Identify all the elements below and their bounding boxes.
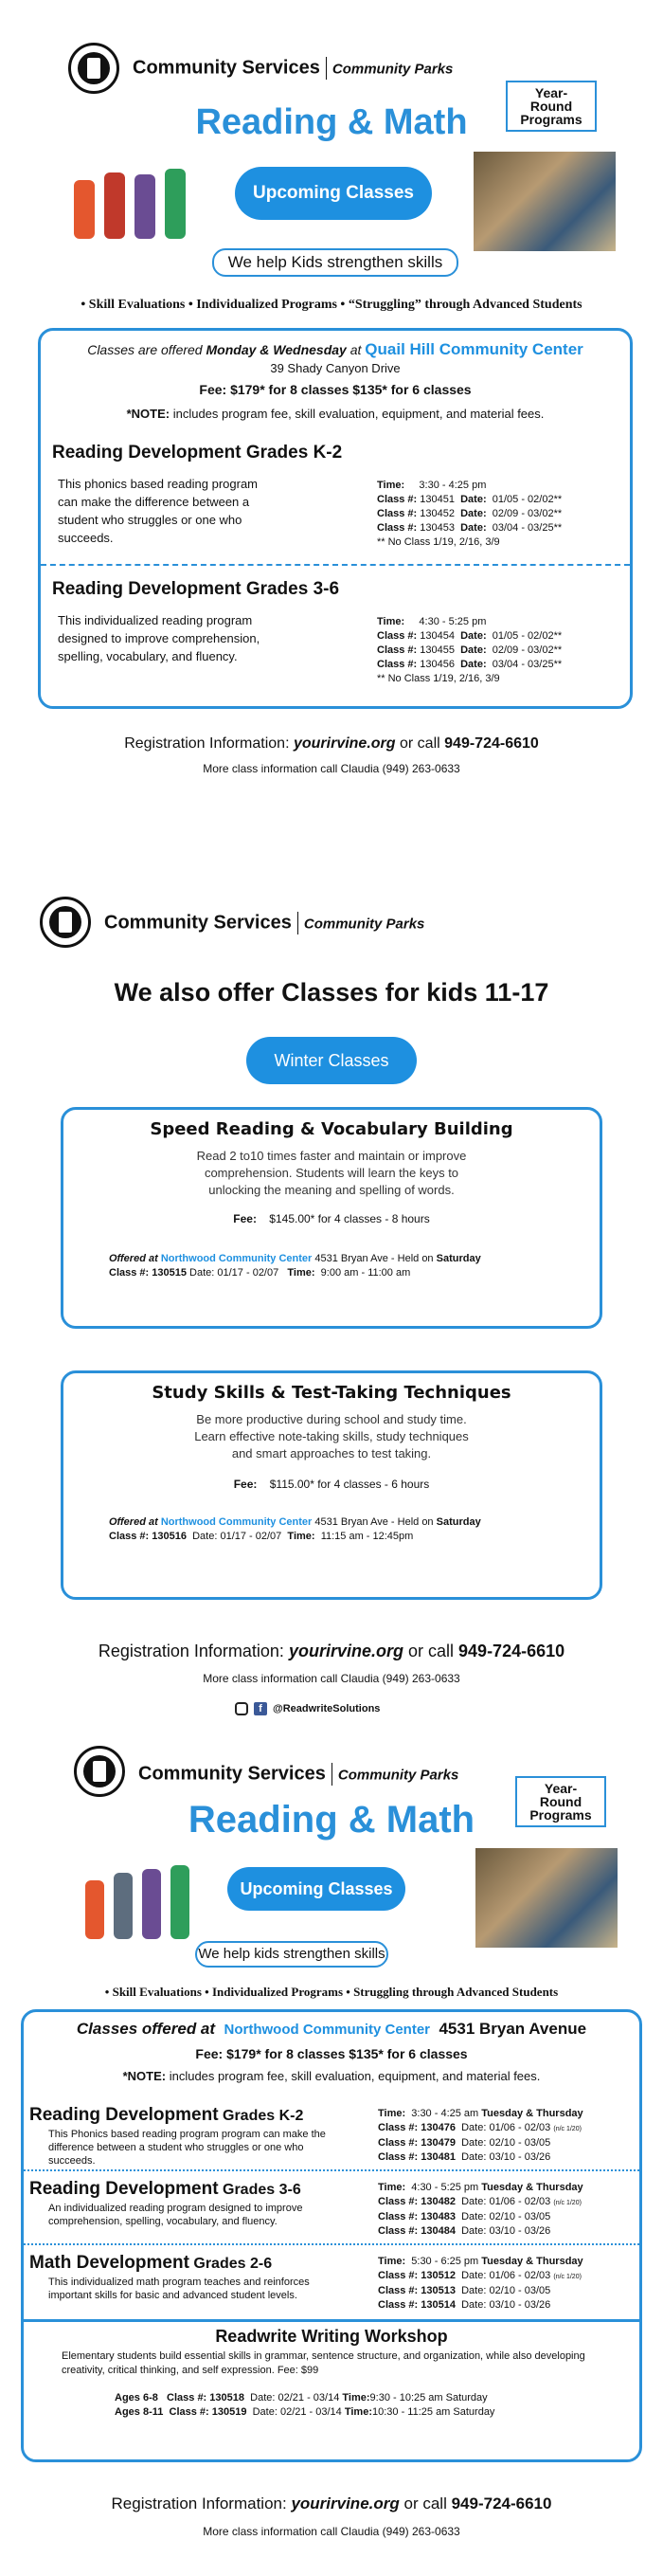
brand-sub: Community Parks <box>332 61 454 78</box>
course-desc: Be more productive during school and study time. Learn effective note-taking skills, study techniques and smart approaches to test taking. <box>194 1412 469 1460</box>
brand-header: Community Services Community Parks <box>104 912 425 934</box>
brand-header: Community Services Community Parks <box>138 1763 459 1785</box>
center-name: Quail Hill Community Center <box>365 340 583 358</box>
course-desc: Read 2 to10 times faster and maintain or improve comprehension. Students will learn the keys to unlocking the meaning and spelling of words. <box>196 1149 467 1197</box>
course-title: Study Skills & Test-Taking Techniques <box>152 1383 511 1403</box>
upcoming-classes-pill: Upcoming Classes <box>235 167 432 220</box>
year-round-badge: Year-Round Programs <box>515 1776 606 1827</box>
more-info: More class information call Claudia (949) 263-0633 <box>203 2525 460 2538</box>
facebook-icon[interactable]: f <box>254 1702 267 1715</box>
section-desc: This Phonics based reading program program can make the difference between a student who struggles or one who succeeds. <box>48 2129 326 2167</box>
schedule: Time: 4:30 - 5:25 pm Class #: 130454 Date: 01/05 - 02/02** Class #: 130455 Date: 02/09 - 03/02** Class #: 130456 Date: 03/04 - 03/25** ** No Class 1/19, 2/16, 3/9 <box>377 616 563 684</box>
more-info: More class information call Claudia (949) 263-0633 <box>203 1672 460 1685</box>
workshop-schedule: Ages 6-8 Class #: 130518 Date: 02/21 - 03/14 Time:9:30 - 10:25 am Saturday Ages 8-11 Class #: 130519 Date: 02/21 - 03/14 Time:10:30 - 11:25 am Saturday <box>115 2392 495 2418</box>
section-heading: Reading Development Grades 3-6 <box>29 2179 301 2199</box>
social-handle: f @ReadwriteSolutions <box>235 1702 380 1715</box>
address: 39 Shady Canyon Drive <box>270 361 401 375</box>
divider <box>24 2169 639 2171</box>
fee-line: Fee: $179* for 8 classes $135* for 6 classes <box>199 382 472 397</box>
course-fee: Fee: $115.00* for 4 classes - 6 hours <box>233 1478 430 1491</box>
divider <box>41 564 630 566</box>
page-title: Reading & Math <box>188 1799 475 1841</box>
section-heading: Reading Development Grades 3-6 <box>52 579 340 599</box>
class-info-box <box>21 2009 642 2462</box>
feature-bullets: • Skill Evaluations • Individualized Programs • “Struggling” through Advanced Students <box>81 298 582 312</box>
year-round-badge: Year-Round Programs <box>506 81 597 132</box>
fee-line: Fee: $179* for 8 classes $135* for 6 classes <box>195 2046 468 2061</box>
registration-line: Registration Information: yourirvine.org or call 949-724-6610 <box>111 2494 552 2513</box>
instagram-icon[interactable] <box>235 1702 248 1715</box>
page-title: Reading & Math <box>195 102 468 142</box>
schedule: Time: 4:30 - 5:25 pm Tuesday & Thursday Class #: 130482 Date: 01/06 - 02/03 (n/c 1/20) Class #: 130483 Date: 02/10 - 03/05 Class #: 130484 Date: 03/10 - 03/26 <box>378 2182 583 2237</box>
note-line: *NOTE: includes program fee, skill evaluation, equipment, and material fees. <box>122 2069 541 2083</box>
winter-classes-pill: Winter Classes <box>246 1037 417 1084</box>
class-info-box <box>38 328 633 709</box>
brand-header <box>133 57 453 80</box>
section-heading: Reading Development Grades K-2 <box>52 443 343 463</box>
feature-bullets: • Skill Evaluations • Individualized Programs • Struggling through Advanced Students <box>104 1985 559 1999</box>
course-schedule: Offered at Northwood Community Center 4531 Bryan Ave - Held on Saturday Class #: 130516 Date: 01/17 - 02/07 Time: 11:15 am - 12:45pm <box>109 1516 481 1542</box>
city-seal-logo <box>74 1746 125 1797</box>
section-heading: Reading Development Grades K-2 <box>29 2105 304 2125</box>
offered-line: Classes offered at Northwood Community Center 4531 Bryan Avenue <box>76 2020 587 2038</box>
workshop-title: Readwrite Writing Workshop <box>215 2327 448 2346</box>
divider <box>24 2243 639 2245</box>
center-name: Northwood Community Center <box>224 2022 431 2038</box>
offered-line: Classes are offered Monday & Wednesday at Quail Hill Community Center <box>87 340 583 358</box>
kids-photo <box>80 1859 203 1945</box>
course-box <box>61 1107 602 1329</box>
upcoming-classes-pill: Upcoming Classes <box>227 1867 405 1911</box>
workshop-desc: Elementary students build essential skills in grammar, sentence structure, and organization, while also developing creativity, critical thinking, and self expression. Fee: $99 <box>62 2350 585 2376</box>
registration-link[interactable]: yourirvine.org <box>291 2494 400 2513</box>
course-fee: Fee: $145.00* for 4 classes - 8 hours <box>233 1212 430 1225</box>
registration-line: Registration Information: yourirvine.org or call 949-724-6610 <box>124 735 539 752</box>
city-seal-logo <box>68 43 119 94</box>
page-title: We also offer Classes for kids 11-17 <box>114 978 549 1007</box>
kids-photo <box>66 161 199 246</box>
section-heading: Math Development Grades 2-6 <box>29 2253 273 2273</box>
classroom-photo <box>474 152 616 251</box>
note-line: *NOTE: includes program fee, skill evaluation, equipment, and material fees. <box>126 407 545 421</box>
course-box <box>61 1370 602 1600</box>
tagline: We help kids strengthen skills <box>195 1941 388 1968</box>
section-desc: An individualized reading program designed to improve comprehension, spelling, vocabulary, and fluency. <box>48 2203 303 2227</box>
more-info: More class information call Claudia (949) 263-0633 <box>203 762 460 775</box>
registration-link[interactable]: yourirvine.org <box>288 1642 403 1660</box>
section-desc: This phonics based reading program can make the difference between a student who struggles or one who succeeds. <box>58 477 259 545</box>
registration-link[interactable]: yourirvine.org <box>293 735 396 752</box>
course-title: Speed Reading & Vocabulary Building <box>150 1119 513 1139</box>
classroom-photo <box>475 1848 618 1948</box>
registration-line: Registration Information: yourirvine.org or call 949-724-6610 <box>98 1642 565 1660</box>
schedule: Time: 3:30 - 4:25 pm Class #: 130451 Date: 01/05 - 02/02** Class #: 130452 Date: 02/09 - 03/02** Class #: 130453 Date: 03/04 - 03/25** ** No Class 1/19, 2/16, 3/9 <box>377 480 563 548</box>
divider <box>24 2319 639 2322</box>
section-desc: This individualized reading program designed to improve comprehension, spelling, vocabulary, and fluency. <box>58 613 260 663</box>
course-schedule: Offered at Northwood Community Center 4531 Bryan Ave - Held on Saturday Class #: 130515 Date: 01/17 - 02/07 Time: 9:00 am - 11:00 am <box>109 1253 481 1279</box>
section-desc: This individualized math program teaches and reinforces important skills for basic and advanced student levels. <box>48 2277 310 2301</box>
brand-name: Community Services <box>133 57 320 79</box>
city-seal-logo <box>40 897 91 948</box>
schedule: Time: 5:30 - 6:25 pm Tuesday & Thursday Class #: 130512 Date: 01/06 - 02/03 (n/c 1/20) Class #: 130513 Date: 02/10 - 03/05 Class #: 130514 Date: 03/10 - 03/26 <box>378 2256 583 2311</box>
tagline: We help Kids strengthen skills <box>212 248 458 277</box>
schedule: Time: 3:30 - 4:25 am Tuesday & Thursday Class #: 130476 Date: 01/06 - 02/03 (n/c 1/20) Class #: 130479 Date: 02/10 - 03/05 Class #: 130481 Date: 03/10 - 03/26 <box>378 2108 583 2163</box>
